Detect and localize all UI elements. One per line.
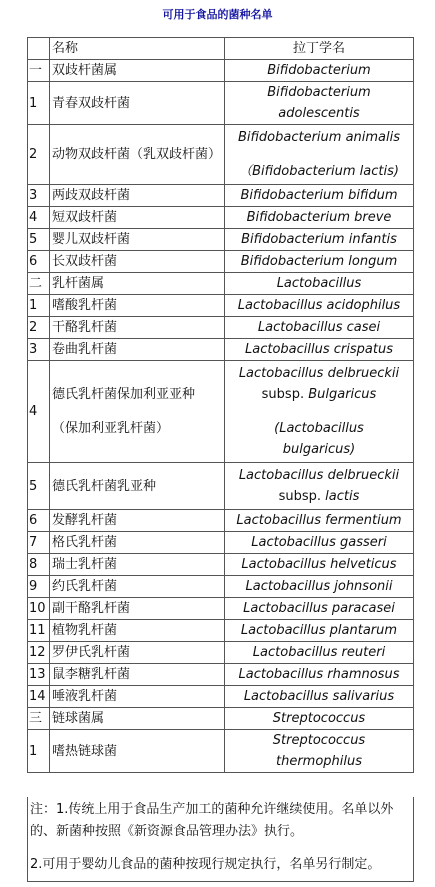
page-title: 可用于食品的菌种名单 [162,8,273,21]
latin-line: thermophilus [275,754,363,769]
latin-line: subsp. Bulgaricus [261,387,377,402]
table-row [28,317,414,339]
table-row [28,229,414,251]
header-latin: 拉丁学名 [225,38,414,60]
row-name: 罗伊氏乳杆菌 [50,642,225,664]
row-name: 青春双歧杆菌 [50,82,225,125]
row-latin: Lactobacillus salivarius [225,686,414,708]
row-no: 4 [28,207,50,229]
latin-line: subsp. lactis [278,489,360,504]
header-no [28,38,50,60]
row-no: 13 [28,664,50,686]
row-name [50,361,225,463]
row-no: 2 [28,125,50,185]
row-name: 嗜热链球菌 [50,730,225,773]
row-no: 14 [28,686,50,708]
row-name: 副干酪乳杆菌 [50,598,225,620]
table-header-row [28,38,414,60]
row-no: 6 [28,510,50,532]
row-latin: Lactobacillus fermentium [225,510,414,532]
row-no: 1 [28,295,50,317]
row-name: 约氏乳杆菌 [50,576,225,598]
latin-line: Lactobacillus delbrueckii [238,366,400,381]
table-row [28,207,414,229]
table-row [28,339,414,361]
row-latin: Bifidobacterium [225,60,414,82]
row-name: 鼠李糖乳杆菌 [50,664,225,686]
table-row [28,730,414,773]
row-latin [225,361,414,463]
row-latin: Bifidobacterium bifidum [225,185,414,207]
row-no: 11 [28,620,50,642]
row-no: 7 [28,532,50,554]
table-row [28,576,414,598]
row-name: 嗜酸乳杆菌 [50,295,225,317]
row-no: 10 [28,598,50,620]
latin-line: Bifidobacterium animalis [237,130,401,145]
row-name: 发酵乳杆菌 [50,510,225,532]
row-no: 3 [28,339,50,361]
row-name-line: （保加利亚乳杆菌） [52,421,170,436]
row-name: 格氏乳杆菌 [50,532,225,554]
row-latin: Lactobacillus gasseri [225,532,414,554]
row-no: 三 [28,708,50,730]
row-latin [225,82,414,125]
row-latin: Lactobacillus [225,273,414,295]
table-row [28,273,414,295]
table-row [28,251,414,273]
row-latin [225,125,414,185]
latin-line: bulgaricus) [282,442,356,457]
row-name: 瑞士乳杆菌 [50,554,225,576]
row-no: 8 [28,554,50,576]
row-name: 链球菌属 [50,708,225,730]
row-name: 德氏乳杆菌乳亚种 [50,463,225,510]
row-no: 3 [28,185,50,207]
table-row [28,554,414,576]
latin-line: (Lactobacillus [274,421,364,436]
row-no: 5 [28,463,50,510]
table-row [28,664,414,686]
row-no: 1 [28,82,50,125]
table-row [28,60,414,82]
table-row [28,82,414,125]
table-row [28,642,414,664]
row-no: 6 [28,251,50,273]
row-name: 婴儿双歧杆菌 [50,229,225,251]
latin-line: Bifidobacterium [267,85,371,100]
table-row [28,361,414,463]
latin-line: （Bifidobacterium lactis) [239,164,399,179]
row-latin: Lactobacillus johnsonii [225,576,414,598]
latin-line: Lactobacillus delbrueckii [238,468,400,483]
note-2: 2.可用于婴幼儿食品的菌种按现行规定执行，名单另行制定。 [30,857,381,872]
table-row [28,125,414,185]
row-latin: Lactobacillus plantarum [225,620,414,642]
latin-line: Streptococcus [272,733,366,748]
header-name: 名称 [50,38,225,60]
row-latin [225,730,414,773]
row-latin: Lactobacillus paracasei [225,598,414,620]
row-no: 12 [28,642,50,664]
strain-table [27,37,414,773]
row-name: 唾液乳杆菌 [50,686,225,708]
row-name: 乳杆菌属 [50,273,225,295]
row-name: 卷曲乳杆菌 [50,339,225,361]
latin-line [227,405,411,418]
notes [27,797,414,882]
row-name: 干酪乳杆菌 [50,317,225,339]
row-latin: Streptococcus [225,708,414,730]
row-no: 二 [28,273,50,295]
table-row [28,620,414,642]
row-latin: Bifidobacterium longum [225,251,414,273]
row-latin: Bifidobacterium infantis [225,229,414,251]
row-no: 5 [28,229,50,251]
row-no: 一 [28,60,50,82]
row-name-line: 德氏乳杆菌保加利亚亚种 [52,387,196,402]
row-latin: Lactobacillus helveticus [225,554,414,576]
table-row [28,295,414,317]
table-row [28,598,414,620]
latin-line: adolescentis [278,106,360,121]
row-latin [225,463,414,510]
latin-line [227,148,411,161]
row-name: 两歧双歧杆菌 [50,185,225,207]
row-name: 动物双歧杆菌（乳双歧杆菌） [50,125,225,185]
note-1: 注：1.传统上用于食品生产加工的菌种允许继续使用。名单以外的、新菌种按照《新资源食品管理办法》执行。 [30,802,394,839]
row-name: 短双歧杆菌 [50,207,225,229]
row-name: 双歧杆菌属 [50,60,225,82]
row-latin: Lactobacillus crispatus [225,339,414,361]
table-row [28,463,414,510]
row-name: 长双歧杆菌 [50,251,225,273]
row-no: 2 [28,317,50,339]
table-row [28,686,414,708]
row-latin: Lactobacillus rhamnosus [225,664,414,686]
row-name: 植物乳杆菌 [50,620,225,642]
table-row [28,185,414,207]
row-no: 4 [28,361,50,463]
table-row [28,708,414,730]
row-no: 9 [28,576,50,598]
row-latin: Lactobacillus casei [225,317,414,339]
row-latin: Bifidobacterium breve [225,207,414,229]
row-no: 1 [28,730,50,773]
table-row [28,532,414,554]
row-latin: Lactobacillus reuteri [225,642,414,664]
table-row [28,510,414,532]
row-latin: Lactobacillus acidophilus [225,295,414,317]
